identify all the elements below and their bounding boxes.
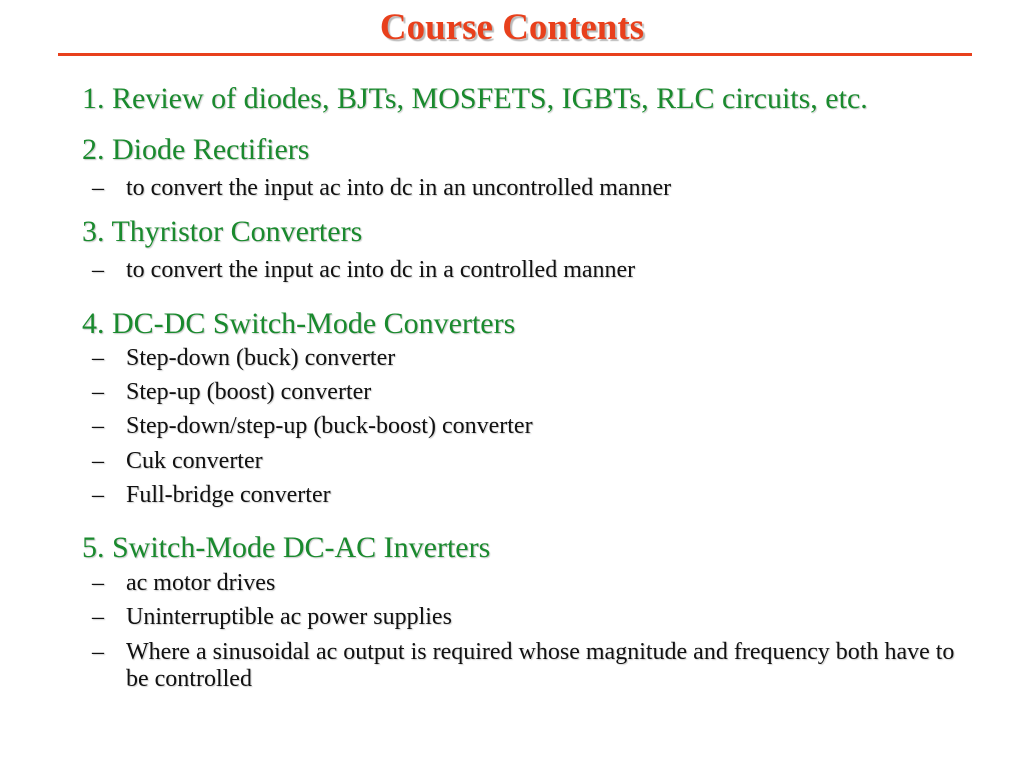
section-heading-3: 3. Thyristor Converters	[82, 215, 363, 248]
bullet-dash: –	[92, 639, 104, 665]
title-divider	[58, 53, 972, 56]
bullet-text: Step-up (boost) converter	[126, 379, 372, 405]
section-heading-2: 2. Diode Rectifiers	[82, 133, 310, 166]
bullet-text: ac motor drives	[126, 570, 276, 596]
bullet-item	[92, 604, 972, 631]
bullet-text: Full-bridge converter	[126, 482, 331, 508]
bullet-item	[92, 345, 972, 372]
bullet-dash: –	[92, 604, 104, 630]
bullet-dash: –	[92, 257, 104, 283]
bullet-item	[92, 570, 972, 597]
bullet-text: Step-down (buck) converter	[126, 345, 396, 371]
section-heading-1: 1. Review of diodes, BJTs, MOSFETS, IGBTs, RLC circuits, etc.	[82, 82, 868, 115]
bullet-text: to convert the input ac into dc in a controlled manner	[126, 257, 636, 283]
bullet-dash: –	[92, 345, 104, 371]
bullet-item	[92, 379, 972, 406]
bullet-dash: –	[92, 570, 104, 596]
bullet-dash: –	[92, 413, 104, 439]
bullet-item	[92, 639, 972, 693]
bullet-item	[92, 175, 972, 202]
bullet-item	[92, 257, 972, 284]
section-heading-5: 5. Switch-Mode DC-AC Inverters	[82, 531, 491, 564]
bullet-dash: –	[92, 448, 104, 474]
bullet-text: Where a sinusoidal ac output is required whose magnitude and frequency both have to be controlled	[126, 639, 955, 692]
bullet-item	[92, 448, 972, 475]
bullet-dash: –	[92, 379, 104, 405]
bullet-item	[92, 482, 972, 509]
bullet-text: Cuk converter	[126, 448, 263, 474]
bullet-dash: –	[92, 175, 104, 201]
section-heading-4: 4. DC-DC Switch-Mode Converters	[82, 307, 516, 340]
bullet-text: Step-down/step-up (buck-boost) converter	[126, 413, 533, 439]
bullet-text: to convert the input ac into dc in an uncontrolled manner	[126, 175, 672, 201]
bullet-item	[92, 413, 972, 440]
slide-title: Course Contents	[379, 7, 645, 48]
bullet-text: Uninterruptible ac power supplies	[126, 604, 452, 630]
bullet-dash: –	[92, 482, 104, 508]
